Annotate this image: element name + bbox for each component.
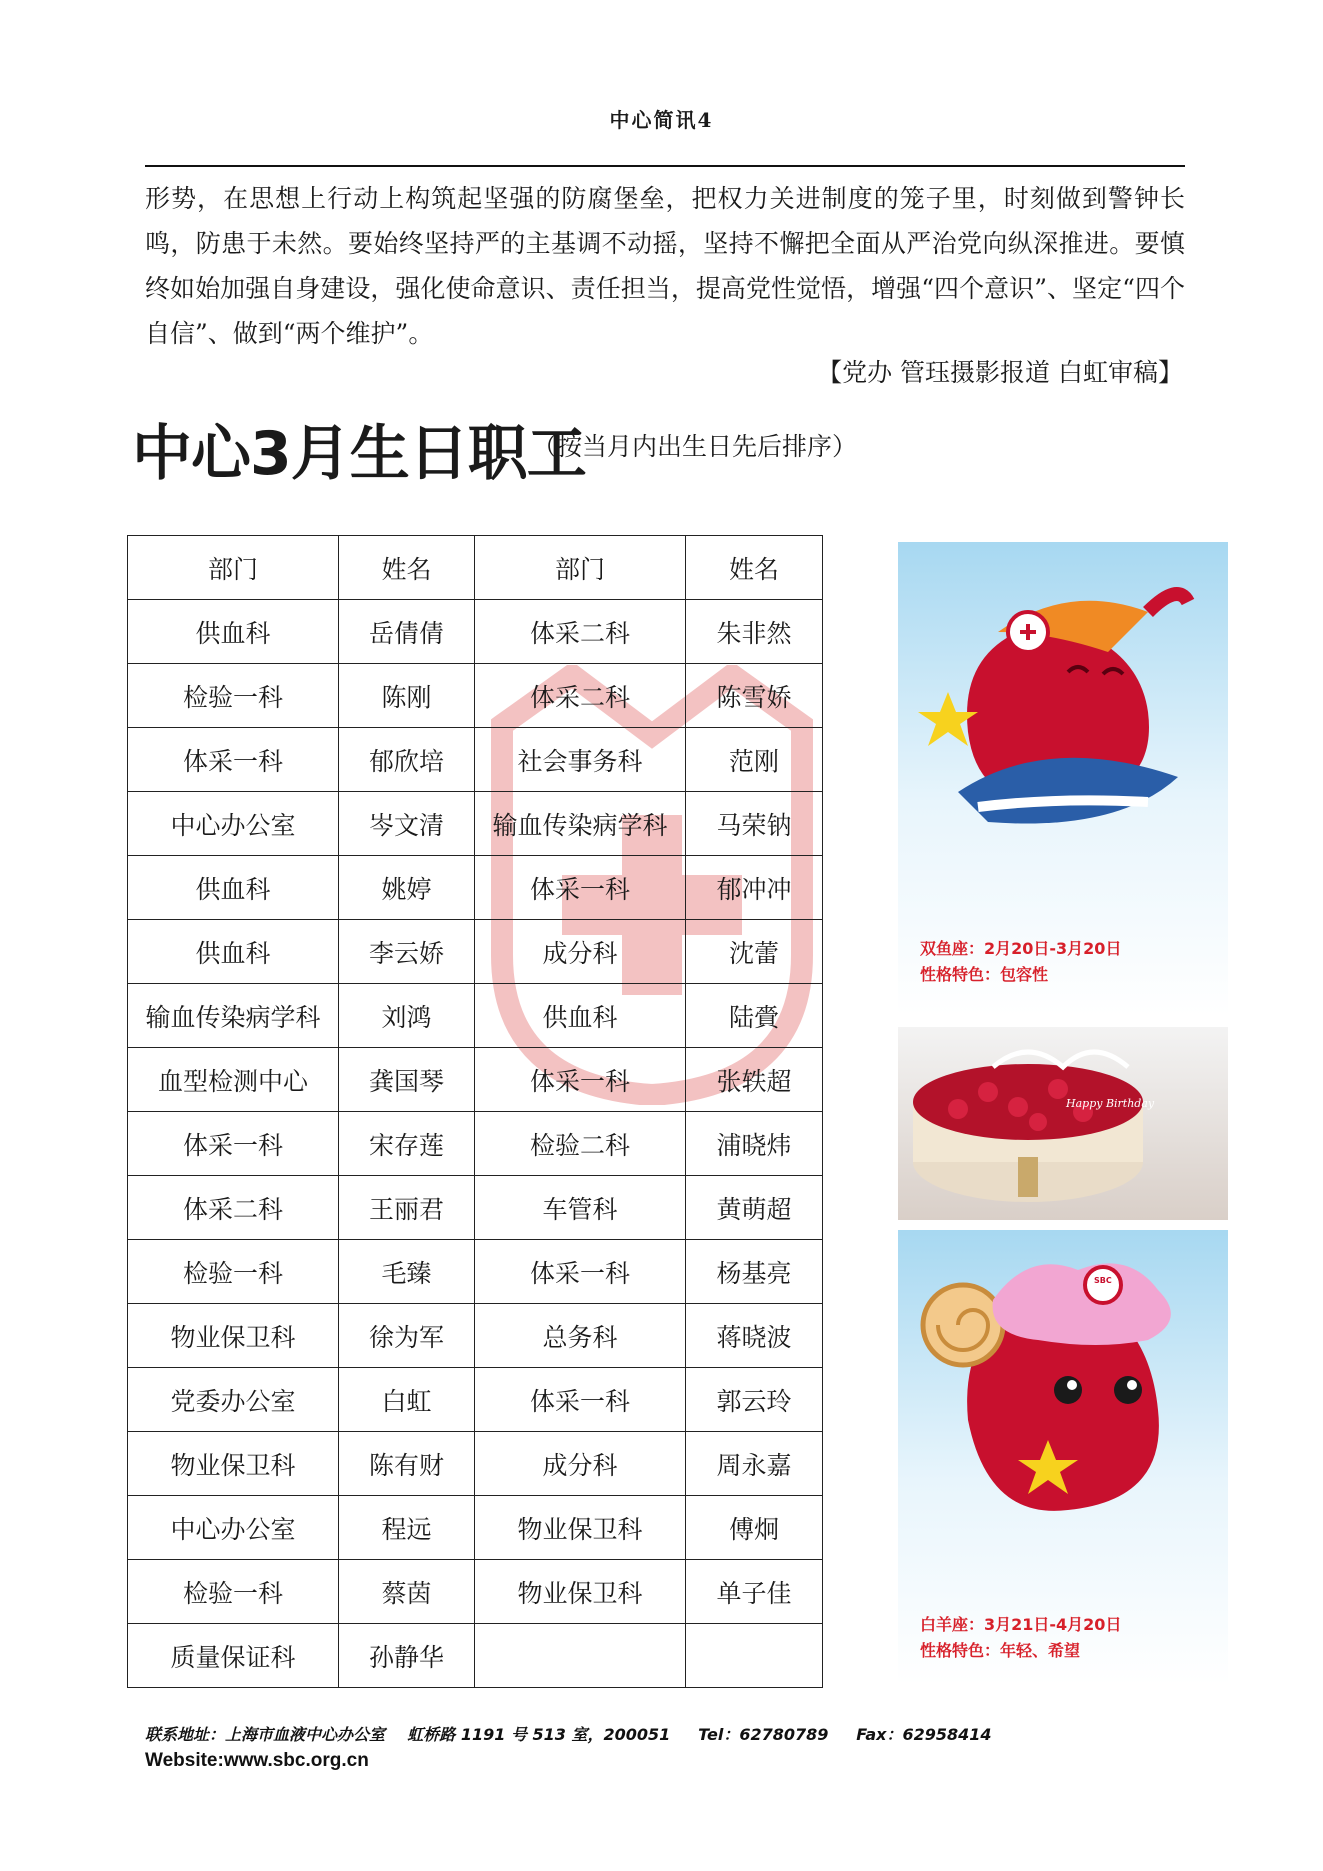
name-cell: 蔡茵 bbox=[339, 1560, 475, 1624]
department-cell: 血型检测中心 bbox=[128, 1048, 339, 1112]
footer-website: Website:www.sbc.org.cn bbox=[145, 1750, 369, 1771]
table-row bbox=[128, 600, 823, 664]
name-cell: 毛臻 bbox=[339, 1240, 475, 1304]
article-paragraph: 形势，在思想上行动上构筑起坚强的防腐堡垒，把权力关进制度的笼子里，时刻做到警钟长鸣，防患于未然。要始终坚持严的主基调不动摇，坚持不懈把全面从严治党向纵深推进。要慎终如始加强自身建设，强化使命意识、责任担当，提高党性觉悟，增强“四个意识”、坚定“四个自信”、做到“两个维护”。 bbox=[145, 184, 1185, 348]
column-header-name: 姓名 bbox=[686, 536, 823, 600]
name-cell: 程远 bbox=[339, 1496, 475, 1560]
name-cell: 白虹 bbox=[339, 1368, 475, 1432]
table-row bbox=[128, 984, 823, 1048]
department-cell: 党委办公室 bbox=[128, 1368, 339, 1432]
newsletter-title: 中心简讯4 bbox=[609, 108, 714, 132]
column-header-name: 姓名 bbox=[339, 536, 475, 600]
department-cell: 车管科 bbox=[475, 1176, 686, 1240]
department-cell: 物业保卫科 bbox=[128, 1304, 339, 1368]
column-header-department: 部门 bbox=[475, 536, 686, 600]
name-cell: 岑文清 bbox=[339, 792, 475, 856]
name-cell: 李云娇 bbox=[339, 920, 475, 984]
department-cell: 成分科 bbox=[475, 920, 686, 984]
table-row bbox=[128, 1432, 823, 1496]
name-cell: 黄萌超 bbox=[686, 1176, 823, 1240]
table-row bbox=[128, 1240, 823, 1304]
department-cell: 物业保卫科 bbox=[475, 1560, 686, 1624]
department-cell: 检验二科 bbox=[475, 1112, 686, 1176]
name-cell: 王丽君 bbox=[339, 1176, 475, 1240]
name-cell bbox=[686, 1624, 823, 1688]
department-cell: 体采一科 bbox=[128, 1112, 339, 1176]
department-cell: 体采二科 bbox=[475, 664, 686, 728]
department-cell: 体采一科 bbox=[475, 856, 686, 920]
department-cell: 体采一科 bbox=[475, 1240, 686, 1304]
aries-panel bbox=[898, 1230, 1228, 1685]
department-cell: 成分科 bbox=[475, 1432, 686, 1496]
name-cell: 姚婷 bbox=[339, 856, 475, 920]
department-cell: 社会事务科 bbox=[475, 728, 686, 792]
name-cell: 郭云玲 bbox=[686, 1368, 823, 1432]
blood-drop-mascot-image bbox=[898, 562, 1228, 862]
table-row bbox=[128, 1496, 823, 1560]
table-row bbox=[128, 728, 823, 792]
birthday-roster-table bbox=[127, 535, 823, 1688]
cake-image bbox=[898, 1027, 1228, 1220]
header-divider bbox=[145, 165, 1185, 167]
name-cell: 范刚 bbox=[686, 728, 823, 792]
name-cell: 蒋晓波 bbox=[686, 1304, 823, 1368]
name-cell: 陆賫 bbox=[686, 984, 823, 1048]
table-header-row bbox=[128, 536, 823, 600]
department-cell: 检验一科 bbox=[128, 1240, 339, 1304]
column-header-department: 部门 bbox=[128, 536, 339, 600]
name-cell: 张轶超 bbox=[686, 1048, 823, 1112]
table-row bbox=[128, 1048, 823, 1112]
department-cell: 供血科 bbox=[128, 856, 339, 920]
department-cell: 中心办公室 bbox=[128, 1496, 339, 1560]
article-text bbox=[145, 176, 1185, 356]
name-cell: 岳倩倩 bbox=[339, 600, 475, 664]
name-cell: 杨基亮 bbox=[686, 1240, 823, 1304]
department-cell: 检验一科 bbox=[128, 664, 339, 728]
name-cell: 陈有财 bbox=[339, 1432, 475, 1496]
name-cell: 陈雪娇 bbox=[686, 664, 823, 728]
department-cell: 中心办公室 bbox=[128, 792, 339, 856]
department-cell: 体采一科 bbox=[475, 1368, 686, 1432]
article-byline: 【党办 管珏摄影报道 白虹审稿】 bbox=[817, 358, 1183, 387]
department-cell: 供血科 bbox=[475, 984, 686, 1048]
department-cell: 质量保证科 bbox=[128, 1624, 339, 1688]
name-cell: 浦晓炜 bbox=[686, 1112, 823, 1176]
name-cell: 周永嘉 bbox=[686, 1432, 823, 1496]
name-cell: 徐为军 bbox=[339, 1304, 475, 1368]
department-cell: 总务科 bbox=[475, 1304, 686, 1368]
name-cell: 陈刚 bbox=[339, 664, 475, 728]
pisces-panel bbox=[898, 542, 1228, 1016]
department-cell: 体采一科 bbox=[475, 1048, 686, 1112]
name-cell: 宋存莲 bbox=[339, 1112, 475, 1176]
cake-message: Happy Birthday bbox=[1066, 1097, 1155, 1110]
table-row bbox=[128, 856, 823, 920]
department-cell: 供血科 bbox=[128, 920, 339, 984]
footer-contact-info: 联系地址：上海市血液中心办公室 虹桥路 1191 号 513 室，200051 Tel：62780789 Fax：62958414 bbox=[145, 1725, 992, 1744]
department-cell: 输血传染病学科 bbox=[475, 792, 686, 856]
name-cell: 马荣钠 bbox=[686, 792, 823, 856]
birthday-subheading: （按当月内出生日先后排序） bbox=[532, 432, 858, 461]
department-cell: 检验一科 bbox=[128, 1560, 339, 1624]
table-row bbox=[128, 792, 823, 856]
department-cell: 输血传染病学科 bbox=[128, 984, 339, 1048]
department-cell: 供血科 bbox=[128, 600, 339, 664]
department-cell: 体采一科 bbox=[128, 728, 339, 792]
name-cell: 郁欣培 bbox=[339, 728, 475, 792]
department-cell bbox=[475, 1624, 686, 1688]
name-cell: 傅炯 bbox=[686, 1496, 823, 1560]
name-cell: 孙静华 bbox=[339, 1624, 475, 1688]
table-row bbox=[128, 1304, 823, 1368]
aries-mascot-image bbox=[898, 1230, 1228, 1560]
name-cell: 沈蕾 bbox=[686, 920, 823, 984]
pisces-date-range: 双鱼座：2月20日-3月20日 bbox=[920, 939, 1122, 958]
department-cell: 物业保卫科 bbox=[475, 1496, 686, 1560]
table-row bbox=[128, 664, 823, 728]
birthday-heading: 中心3月生日职工 bbox=[132, 419, 586, 489]
birthday-cake-photo bbox=[898, 1027, 1228, 1220]
birthday-table-area bbox=[127, 535, 822, 1688]
department-cell: 体采二科 bbox=[475, 600, 686, 664]
name-cell: 龚国琴 bbox=[339, 1048, 475, 1112]
name-cell: 刘鸿 bbox=[339, 984, 475, 1048]
aries-date-range: 白羊座：3月21日-4月20日 bbox=[920, 1615, 1122, 1634]
name-cell: 郁冲冲 bbox=[686, 856, 823, 920]
table-row bbox=[128, 1112, 823, 1176]
name-cell: 单子佳 bbox=[686, 1560, 823, 1624]
table-row bbox=[128, 920, 823, 984]
name-cell: 朱非然 bbox=[686, 600, 823, 664]
aries-traits: 性格特色：年轻、希望 bbox=[920, 1641, 1081, 1660]
department-cell: 物业保卫科 bbox=[128, 1432, 339, 1496]
table-row bbox=[128, 1624, 823, 1688]
table-row bbox=[128, 1560, 823, 1624]
table-row bbox=[128, 1368, 823, 1432]
table-row bbox=[128, 1176, 823, 1240]
sbc-badge-label: SBC bbox=[1094, 1276, 1112, 1285]
department-cell: 体采二科 bbox=[128, 1176, 339, 1240]
pisces-traits: 性格特色：包容性 bbox=[920, 965, 1049, 984]
table-body bbox=[128, 600, 823, 1688]
